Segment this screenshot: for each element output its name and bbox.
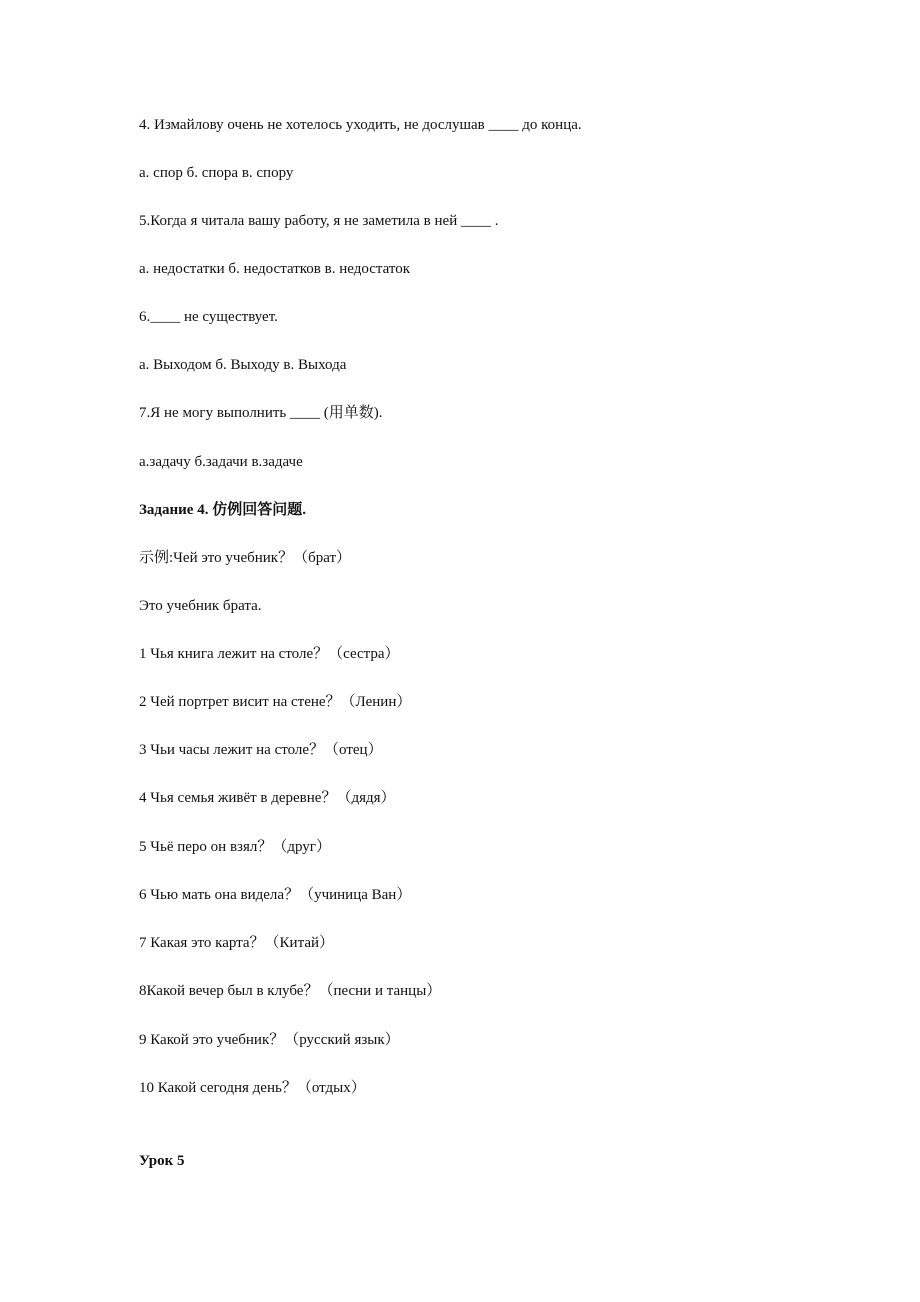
exercise-item-2: 2 Чей портрет висит на стене？（Ленин） [139, 694, 412, 710]
exercise-item-6: 6 Чью мать она видела？（учиница Ван） [139, 887, 412, 903]
exercise-item-3: 3 Чьи часы лежит на столе？（отец） [139, 742, 383, 758]
example-answer: Это учебник брата. [139, 598, 262, 614]
exercise-item-10: 10 Какой сегодня день？（отдых） [139, 1080, 366, 1096]
question-4-options: а. спор б. спора в. спору [139, 165, 294, 181]
question-5-options: а. недостатки б. недостатков в. недостаток [139, 261, 411, 277]
example-question: 示例:Чей это учебник？（брат） [139, 550, 352, 566]
question-4: 4. Измайлову очень не хотелось уходить, не дослушав ____ до конца. [139, 117, 582, 133]
exercise-item-1: 1 Чья книга лежит на столе？（сестра） [139, 646, 400, 662]
exercise-item-9: 9 Какой это учебник？（русский язык） [139, 1032, 400, 1048]
question-7-options: а.задачу б.задачи в.задаче [139, 454, 303, 470]
task-4-heading: Задание 4. 仿例回答问题. [139, 502, 306, 518]
lesson-5-heading: Урок 5 [139, 1153, 185, 1169]
exercise-item-7: 7 Какая это карта？（Китай） [139, 935, 335, 951]
question-7: 7.Я не могу выполнить ____ (用单数). [139, 405, 383, 421]
exercise-item-8: 8Какой вечер был в клубе？（песни и танцы） [139, 983, 442, 999]
exercise-item-5: 5 Чьё перо он взял？（друг） [139, 839, 331, 855]
question-5: 5.Когда я читала вашу работу, я не заметила в ней ____ . [139, 213, 499, 229]
question-6: 6.____ не существует. [139, 309, 278, 325]
question-6-options: а. Выходом б. Выходу в. Выхода [139, 357, 347, 373]
exercise-item-4: 4 Чья семья живёт в деревне？（дядя） [139, 790, 396, 806]
